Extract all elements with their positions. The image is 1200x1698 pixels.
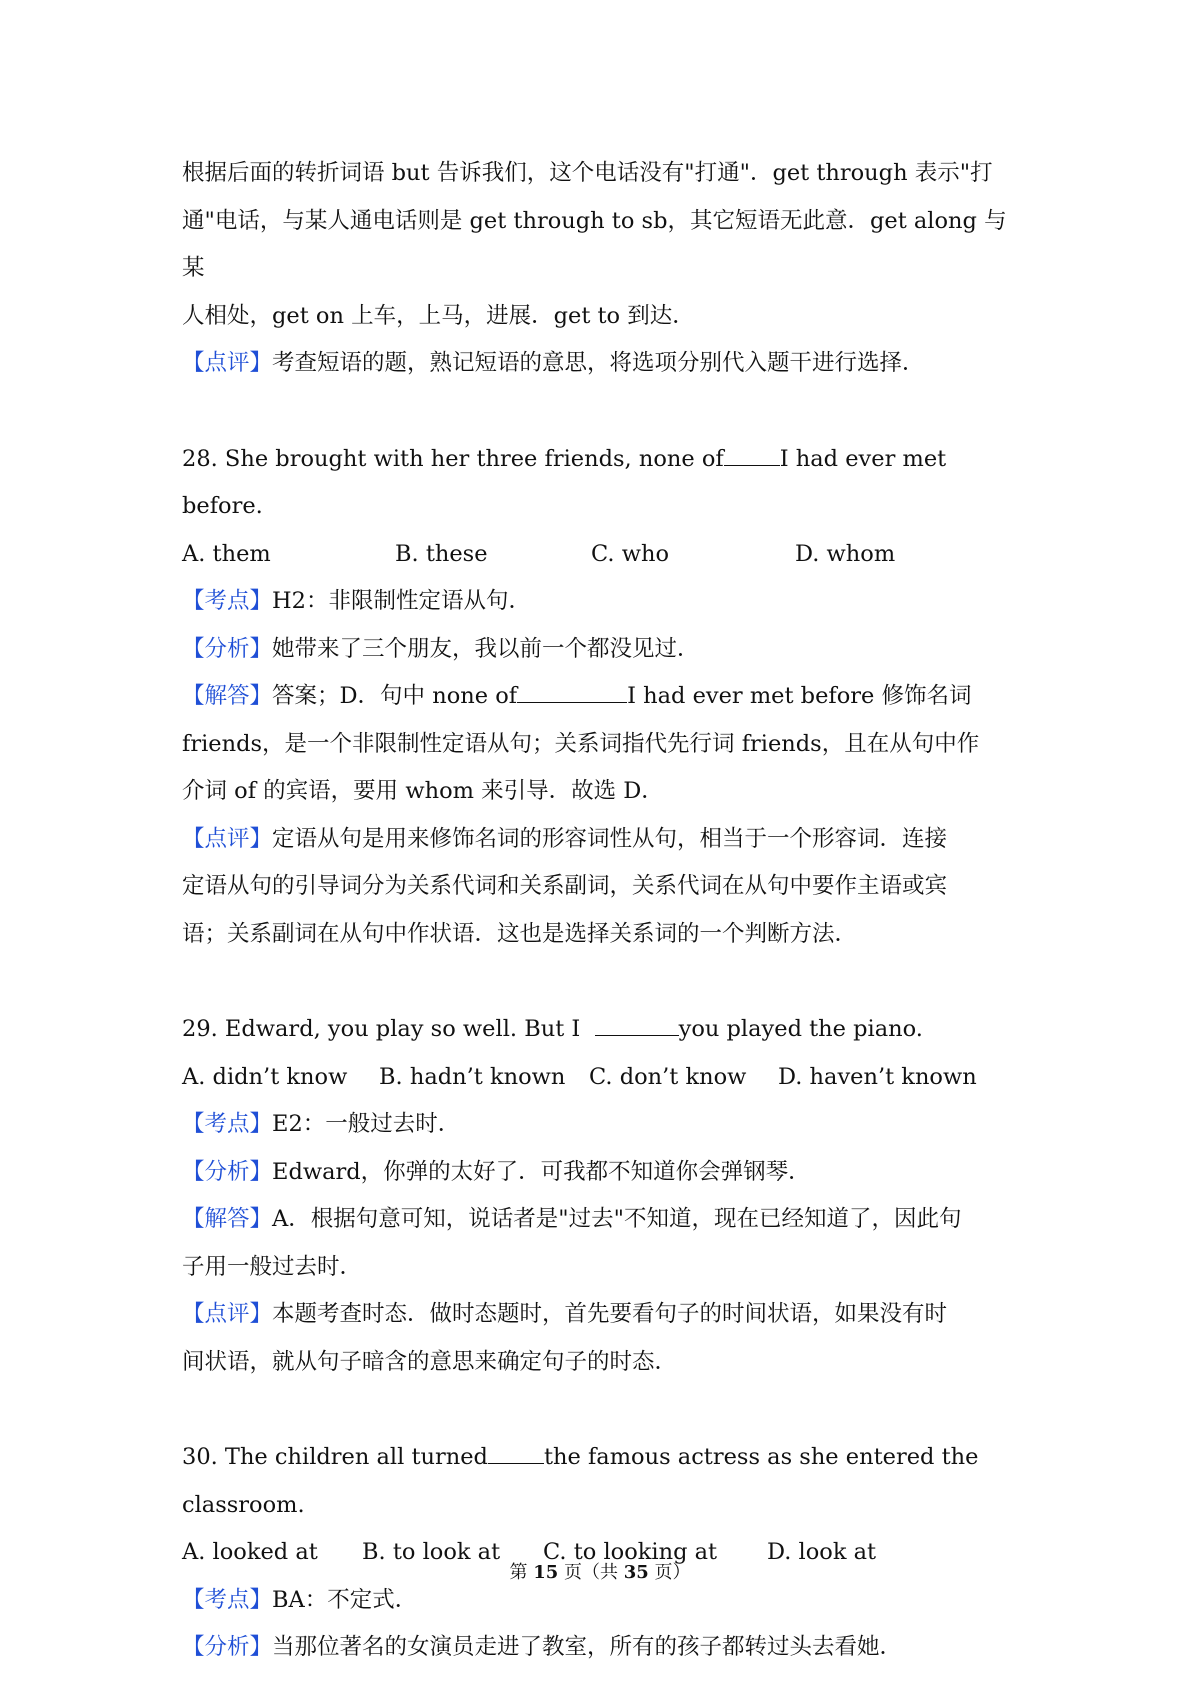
stem-part: 29. Edward, you play so well. But I <box>182 1016 581 1042</box>
page-total: 35 <box>623 1562 649 1583</box>
comment-text: 本题考查时态．做时态题时，首先要看句子的时间状语，如果没有时 <box>272 1301 948 1327</box>
option-b: B. hadn’t known <box>379 1063 566 1090</box>
comment-text: 定语从句是用来修饰名词的形容词性从句，相当于一个形容词．连接 <box>272 825 948 852</box>
footer-text: 页（共 <box>558 1562 624 1583</box>
footer-text: 第 <box>509 1562 534 1583</box>
question-29-options <box>182 1054 1024 1102</box>
comment-tag: 【点评】 <box>182 1301 273 1327</box>
option-d: D. haven’t known <box>778 1063 977 1090</box>
point-tag: 【考点】 <box>182 588 273 614</box>
answer-text: A．根据句意可知，说话者是"过去"不知道，现在已经知道了，因此句 <box>272 1206 962 1232</box>
analysis-text: 她带来了三个朋友，我以前一个都没见过． <box>272 635 700 662</box>
option-b: B. to look at <box>362 1539 501 1565</box>
comment-tag: 【点评】 <box>182 350 273 376</box>
option-c: C. to looking at <box>543 1539 718 1565</box>
question-28-analysis <box>182 626 1024 674</box>
answer-blank <box>724 443 780 466</box>
stem-part: you played the piano. <box>678 1016 923 1042</box>
question-28-point <box>182 578 1024 626</box>
point-text: H2：非限制性定语从句． <box>272 588 531 614</box>
option-d: D. whom <box>795 540 896 567</box>
analysis-text: Edward，你弹的太好了．可我都不知道你会弹钢琴． <box>272 1158 811 1185</box>
question-30-stem <box>182 1434 1024 1529</box>
analysis-tag: 【分析】 <box>182 635 273 662</box>
option-c: C. don’t know <box>589 1063 747 1090</box>
stem-part: 28. She brought with her three friends, none of <box>182 445 724 472</box>
answer-text: 答案；D．句中 none of <box>272 683 518 709</box>
question-28-comment <box>182 816 1024 864</box>
page-number: 15 <box>533 1562 559 1583</box>
answer-blank <box>517 680 627 703</box>
question-29-point <box>182 1101 1024 1149</box>
comment-text: 考查短语的题，熟记短语的意思，将选项分别代入题干进行选择． <box>272 350 925 376</box>
point-text: BA：不定式． <box>272 1586 418 1613</box>
stem-part: I had ever met before. <box>182 445 947 519</box>
question-29-stem <box>182 1006 1024 1054</box>
comment-line: 间状语，就从句子暗含的意思来确定句子的时态． <box>182 1348 678 1375</box>
answer-line: 介词 of 的宾语，要用 whom 来引导．故选 D． <box>182 778 664 804</box>
answer-line: 子用一般过去时． <box>182 1253 363 1280</box>
option-a: A. them <box>182 540 271 567</box>
question-28-answer <box>182 673 1024 721</box>
answer-line: friends，是一个非限制性定语从句；关系词指代先行词 friends，且在从句中作 <box>182 730 980 757</box>
answer-text: I had ever met before 修饰名词 <box>627 683 972 709</box>
stem-part: 30. The children all turned <box>182 1444 488 1470</box>
question-28-options <box>182 531 1024 579</box>
answer-tag: 【解答】 <box>182 1206 273 1232</box>
option-c: C. who <box>591 540 670 567</box>
footer-text: 页） <box>648 1562 691 1583</box>
comment-tag: 【点评】 <box>182 825 273 852</box>
stem-part: the famous actress as she entered the classroom. <box>182 1444 979 1518</box>
question-29-answer <box>182 1196 1024 1244</box>
intro-comment <box>182 340 1024 388</box>
intro-line: 人相处，get on 上车，上马，进展．get to 到达． <box>182 302 695 329</box>
answer-tag: 【解答】 <box>182 683 273 709</box>
option-a: A. looked at <box>182 1539 318 1565</box>
analysis-text: 当那位著名的女演员走进了教室，所有的孩子都转过头去看她． <box>272 1634 903 1660</box>
question-29-comment <box>182 1291 1024 1339</box>
question-30-analysis <box>182 1624 1024 1672</box>
answer-blank <box>595 1013 679 1036</box>
comment-line: 语；关系副词在从句中作状语．这也是选择关系词的一个判断方法． <box>182 920 858 947</box>
analysis-tag: 【分析】 <box>182 1158 273 1185</box>
option-a: A. didn’t know <box>182 1063 348 1090</box>
intro-line: 根据后面的转折词语 but 告诉我们，这个电话没有"打通"．get through 表示"打 <box>182 160 993 186</box>
point-tag: 【考点】 <box>182 1586 273 1613</box>
intro-line: 通"电话，与某人通电话则是 get through to sb，其它短语无此意．get along 与某 <box>182 207 1007 281</box>
option-d: D. look at <box>767 1539 877 1565</box>
document-page <box>182 150 1024 1672</box>
question-28-stem <box>182 436 1024 531</box>
point-text: E2：一般过去时． <box>272 1111 461 1137</box>
point-tag: 【考点】 <box>182 1111 273 1137</box>
question-29-analysis <box>182 1149 1024 1197</box>
option-b: B. these <box>395 540 488 567</box>
answer-blank <box>488 1441 544 1464</box>
analysis-tag: 【分析】 <box>182 1634 273 1660</box>
page-footer <box>0 1558 1200 1584</box>
comment-line: 定语从句的引导词分为关系代词和关系副词，关系代词在从句中要作主语或宾 <box>182 873 948 899</box>
